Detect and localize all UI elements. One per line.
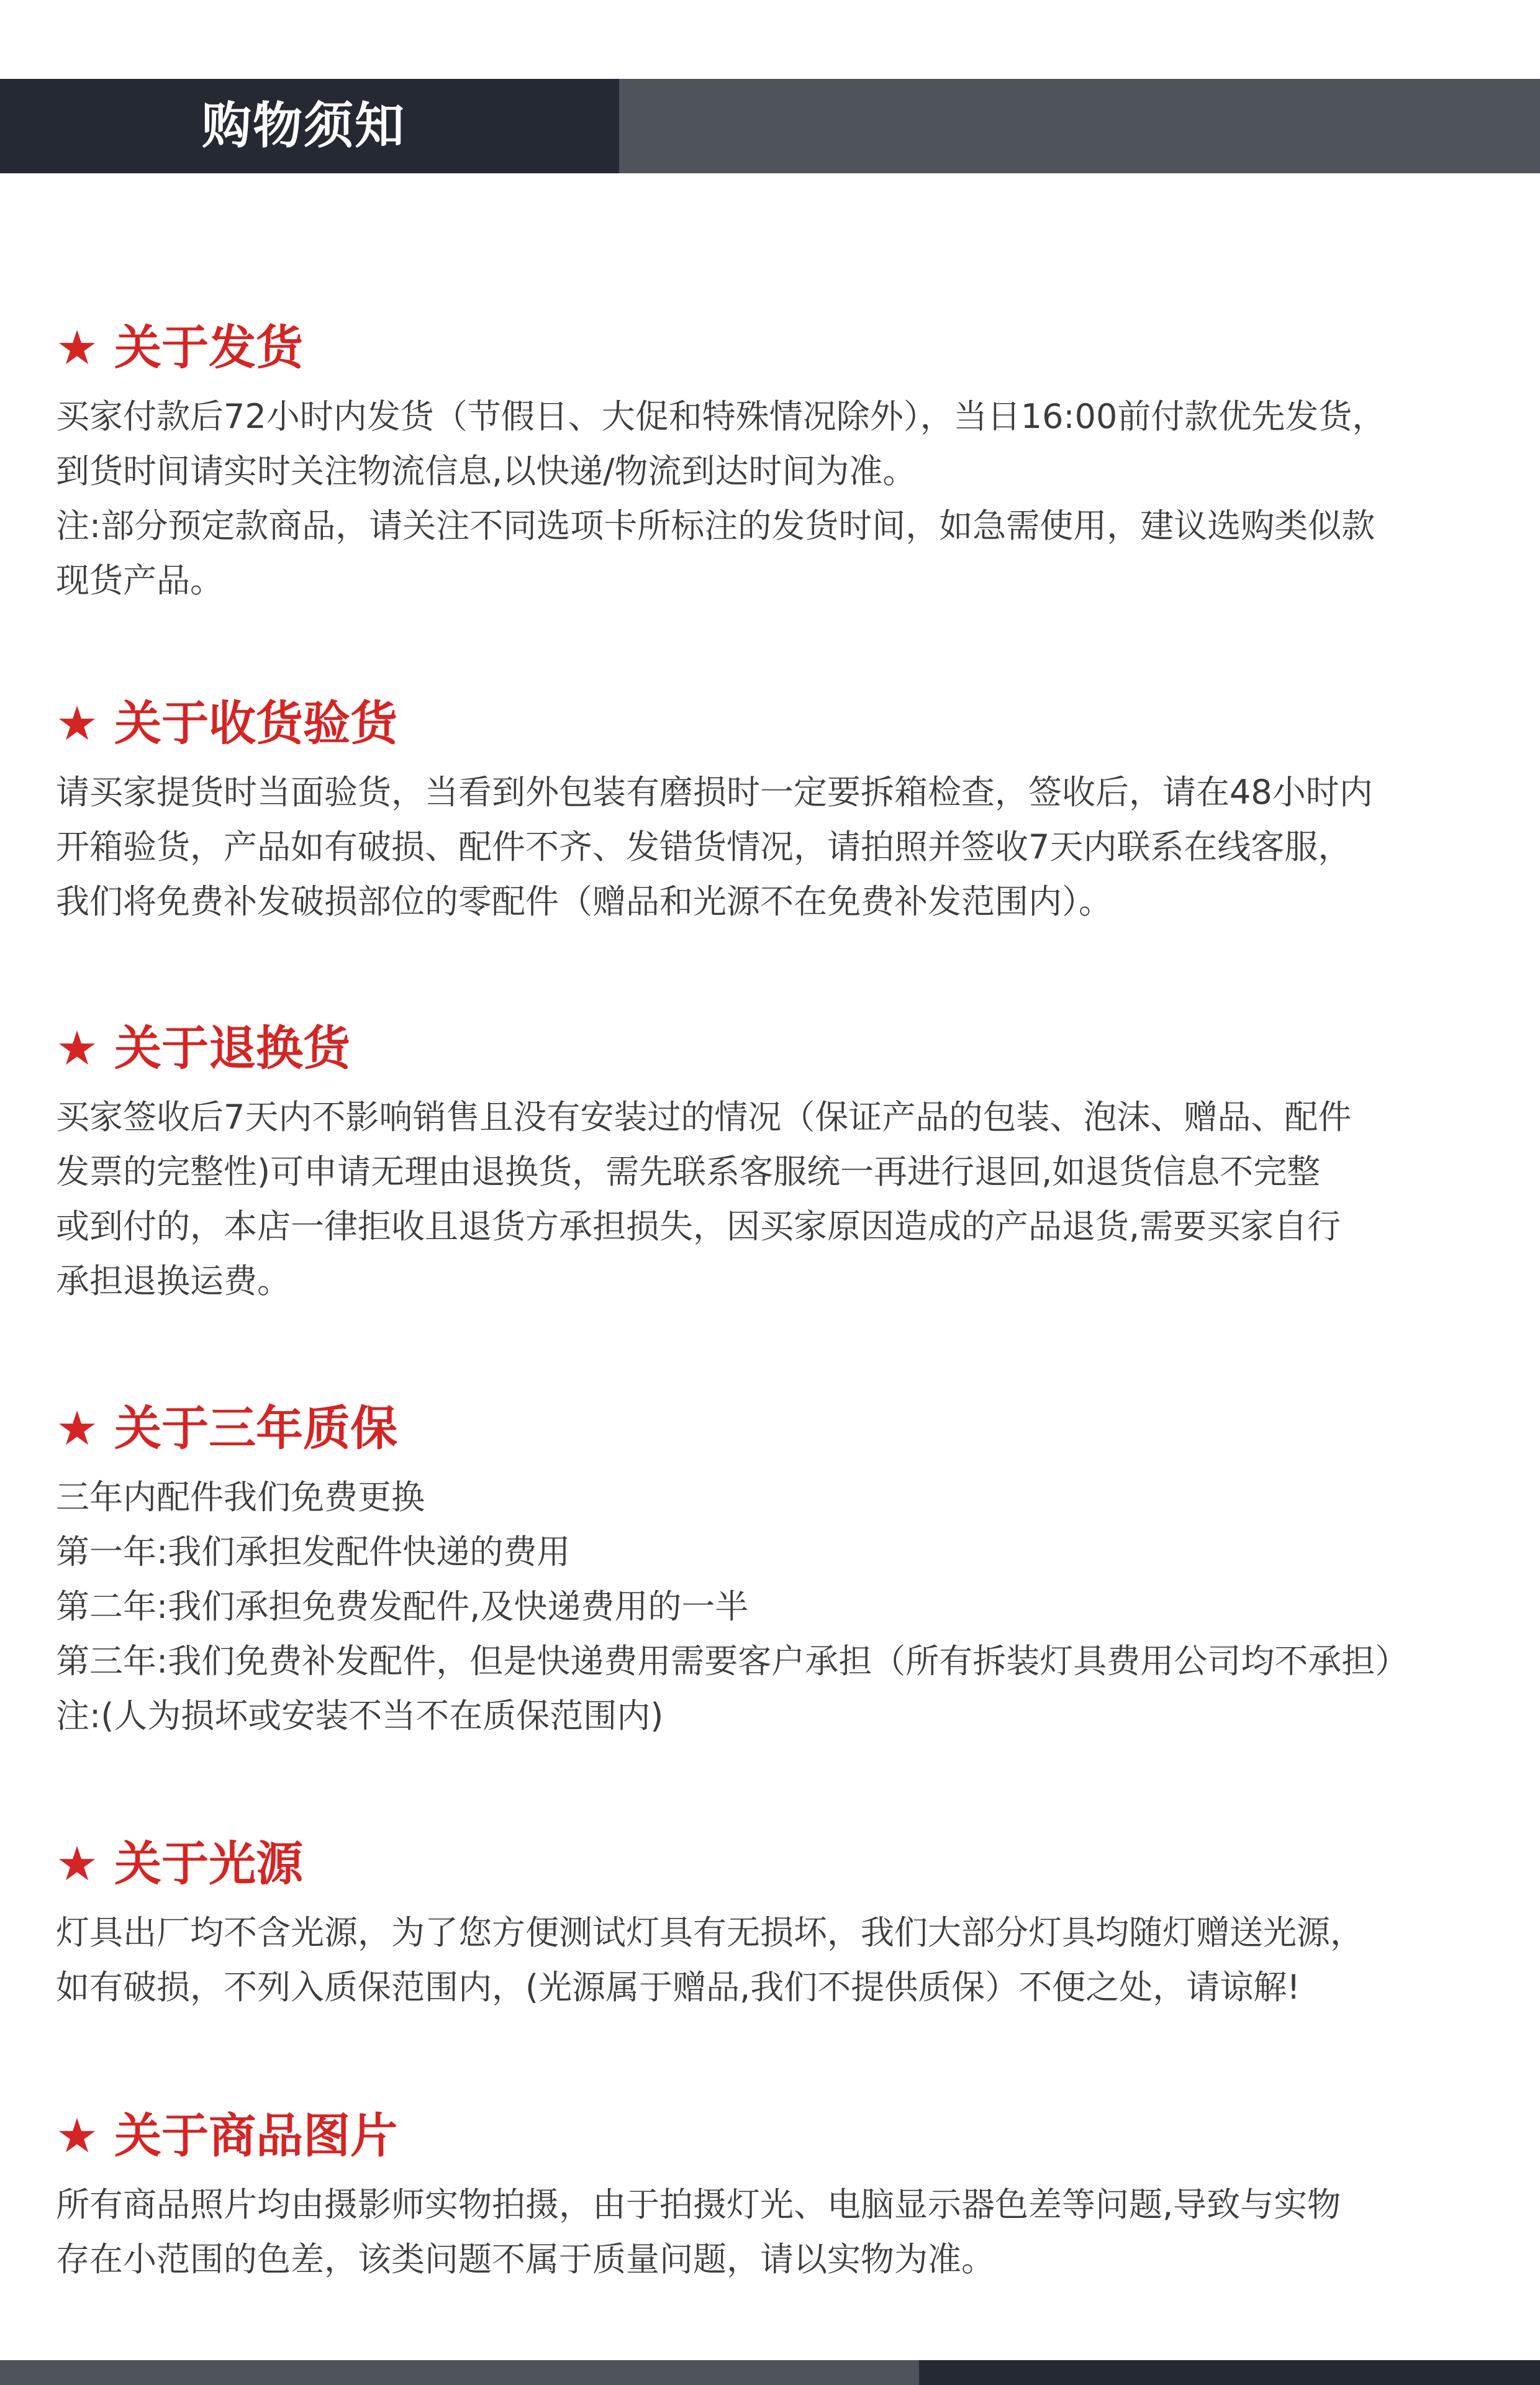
star-icon: ★ (56, 1401, 99, 1456)
section-body (56, 389, 1503, 608)
star-icon: ★ (56, 320, 99, 375)
section-title-text: 关于光源 (114, 1836, 304, 1891)
body-line: 承担退换运费。 (56, 1261, 291, 1301)
body-line: 我们将免费补发破损部位的零配件（赠品和光源不在免费补发范围内）。 (56, 882, 1112, 921)
body-line: 注:(人为损坏或安装不当不在质保范围内) (56, 1696, 664, 1735)
star-icon: ★ (56, 1836, 99, 1891)
body-line: 如有破损，不列入质保范围内，(光源属于赠品,我们不提供质保）不便之处，请谅解! (56, 1968, 1300, 2007)
section-body (56, 1906, 1503, 2015)
section-title (56, 1394, 1503, 1463)
section-title (56, 2102, 1503, 2170)
section-title-text: 关于商品图片 (114, 2108, 398, 2163)
body-line: 存在小范围的色差，该类问题不属于质量问题，请以实物为准。 (56, 2240, 995, 2279)
body-line: 注:部分预定款商品，请关注不同选项卡所标注的发货时间，如急需使用，建议选购类似款 (56, 506, 1375, 545)
body-line: 所有商品照片均由摄影师实物拍摄，由于拍摄灯光、电脑显示器色差等问题,导致与实物 (56, 2185, 1341, 2224)
header-title-block (0, 79, 619, 173)
body-line: 第二年:我们承担免费发配件,及快递费用的一半 (56, 1587, 749, 1626)
section-title-text: 关于发货 (114, 320, 304, 375)
page-title: 购物须知 (202, 97, 405, 155)
section-returns (56, 1014, 1503, 1309)
body-line: 请买家提货时当面验货，当看到外包装有磨损时一定要拆箱检查，签收后，请在48小时内 (56, 773, 1373, 812)
star-icon: ★ (56, 2108, 99, 2163)
header-bar (0, 79, 1540, 173)
section-title (56, 314, 1503, 382)
body-line: 发票的完整性)可申请无理由退换货，需先联系客服统一再进行退回,如退货信息不完整 (56, 1152, 1321, 1191)
body-line: 第一年:我们承担发配件快递的费用 (56, 1532, 571, 1571)
section-body (56, 2178, 1503, 2287)
body-line: 开箱验货，产品如有破损、配件不齐、发错货情况，请拍照并签收7天内联系在线客服， (56, 827, 1352, 866)
body-line: 买家签收后7天内不影响销售且没有安装过的情况（保证产品的包装、泡沫、赠品、配件 (56, 1097, 1352, 1137)
section-body (56, 1090, 1503, 1309)
section-title (56, 689, 1503, 758)
section-body (56, 1470, 1503, 1743)
section-title (56, 1830, 1503, 1898)
star-icon: ★ (56, 696, 99, 751)
section-light-source (56, 1830, 1503, 2015)
section-shipping (56, 314, 1503, 608)
footer-title-block (919, 2360, 1540, 2385)
body-line: 现货产品。 (56, 561, 224, 600)
body-line: 到货时间请实时关注物流信息,以快递/物流到达时间为准。 (56, 452, 917, 491)
star-icon: ★ (56, 1020, 99, 1076)
body-line: 三年内配件我们免费更换 (56, 1478, 425, 1517)
body-line: 第三年:我们免费补发配件，但是快递费用需要客户承担（所有拆装灯具费用公司均不承担） (56, 1642, 1409, 1681)
section-title-text: 关于收货验货 (114, 696, 398, 751)
section-title-text: 关于三年质保 (114, 1401, 398, 1456)
section-warranty (56, 1394, 1503, 1743)
section-body (56, 765, 1503, 929)
body-line: 买家付款后72小时内发货（节假日、大促和特殊情况除外），当日16:00前付款优先发货， (56, 397, 1386, 436)
footer-bar (0, 2360, 1540, 2385)
body-line: 或到付的，本店一律拒收且退货方承担损失，因买家原因造成的产品退货,需要买家自行 (56, 1207, 1341, 1246)
section-receiving (56, 689, 1503, 929)
section-product-images (56, 2102, 1503, 2287)
body-line: 灯具出厂均不含光源，为了您方便测试灯具有无损坏，我们大部分灯具均随灯赠送光源， (56, 1913, 1364, 1952)
section-title-text: 关于退换货 (114, 1020, 351, 1076)
section-title (56, 1014, 1503, 1083)
